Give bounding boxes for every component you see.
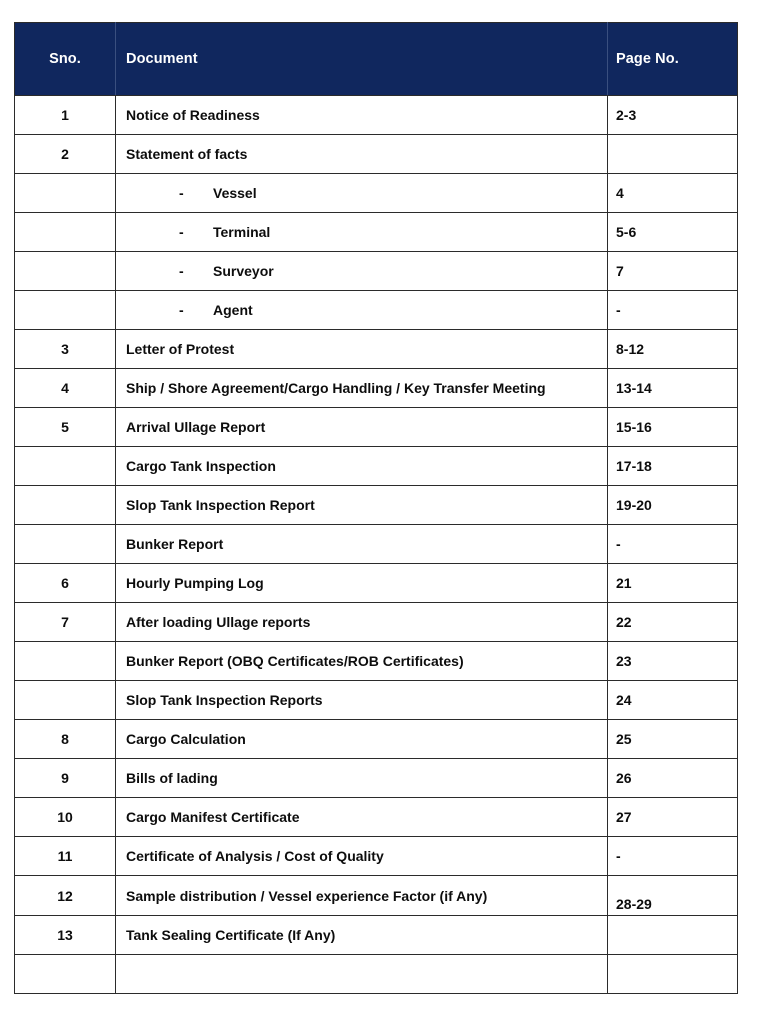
cell-page-no: - [608,291,738,330]
cell-document: After loading Ullage reports [116,603,608,642]
sub-item [126,185,257,201]
cell-document: Arrival Ullage Report [116,408,608,447]
cell-page-no: 7 [608,252,738,291]
cell-sno: 11 [15,837,116,876]
cell-page-no: - [608,837,738,876]
cell-page-no: 19-20 [608,486,738,525]
cell-document [116,291,608,330]
cell-document: Bunker Report [116,525,608,564]
cell-page-no: 24 [608,681,738,720]
table-row [15,252,738,291]
dash-bullet-icon: - [179,224,184,240]
column-header-document: Document [116,23,608,96]
cell-document: Slop Tank Inspection Report [116,486,608,525]
table-row [15,720,738,759]
cell-page-no: 13-14 [608,369,738,408]
cell-sno: 8 [15,720,116,759]
table-row [15,876,738,916]
cell-document: Hourly Pumping Log [116,564,608,603]
cell-page-no: 21 [608,564,738,603]
column-header-page-no: Page No. [608,23,738,96]
cell-sno [15,447,116,486]
cell-document: Bunker Report (OBQ Certificates/ROB Certificates) [116,642,608,681]
cell-document: Cargo Manifest Certificate [116,798,608,837]
table-row [15,603,738,642]
table-row [15,681,738,720]
table-row [15,564,738,603]
table-row [15,291,738,330]
table-row [15,447,738,486]
cell-sno [15,955,116,994]
cell-document: Bills of lading [116,759,608,798]
cell-document: Ship / Shore Agreement/Cargo Handling / Key Transfer Meeting [116,369,608,408]
cell-document: Certificate of Analysis / Cost of Quality [116,837,608,876]
table-body [15,96,738,994]
column-header-sno: Sno. [15,23,116,96]
cell-page-no [608,955,738,994]
cell-sno: 3 [15,330,116,369]
table-row [15,642,738,681]
dash-bullet-icon: - [179,263,184,279]
cell-page-no: - [608,525,738,564]
cell-sno: 2 [15,135,116,174]
table-row [15,486,738,525]
cell-sno: 4 [15,369,116,408]
cell-sno: 13 [15,916,116,955]
header-row [15,23,738,96]
table-row [15,916,738,955]
cell-page-no: 5-6 [608,213,738,252]
sub-item-label: Agent [213,302,253,318]
table-row [15,837,738,876]
cell-sno [15,486,116,525]
cell-sno [15,252,116,291]
dash-bullet-icon: - [179,302,184,318]
cell-document [116,955,608,994]
table-row [15,408,738,447]
table-row [15,96,738,135]
cell-page-no: 28-29 [608,876,738,916]
cell-sno [15,174,116,213]
cell-sno [15,642,116,681]
table-row [15,798,738,837]
sub-item [126,224,270,240]
cell-document: Notice of Readiness [116,96,608,135]
table-row [15,330,738,369]
cell-page-no: 22 [608,603,738,642]
cell-page-no: 17-18 [608,447,738,486]
dash-bullet-icon: - [179,185,184,201]
cell-page-no: 27 [608,798,738,837]
cell-page-no: 2-3 [608,96,738,135]
cell-page-no: 26 [608,759,738,798]
cell-document: Slop Tank Inspection Reports [116,681,608,720]
table-row [15,525,738,564]
sub-item [126,302,253,318]
sub-item-label: Vessel [213,185,257,201]
cell-sno: 12 [15,876,116,916]
cell-sno: 10 [15,798,116,837]
sub-item-label: Surveyor [213,263,274,279]
cell-page-no: 8-12 [608,330,738,369]
sub-item-label: Terminal [213,224,271,240]
cell-sno: 5 [15,408,116,447]
cell-document [116,213,608,252]
cell-page-no: 15-16 [608,408,738,447]
cell-sno [15,213,116,252]
sub-item [126,263,274,279]
cell-sno: 6 [15,564,116,603]
table-row [15,213,738,252]
table-row [15,135,738,174]
cell-document [116,252,608,291]
cell-sno [15,525,116,564]
cell-page-no [608,135,738,174]
cell-sno: 1 [15,96,116,135]
cell-page-no: 4 [608,174,738,213]
cell-page-no: 25 [608,720,738,759]
cell-document [116,174,608,213]
cell-sno [15,681,116,720]
cell-sno [15,291,116,330]
cell-document: Letter of Protest [116,330,608,369]
cell-document: Cargo Calculation [116,720,608,759]
cell-sno: 9 [15,759,116,798]
cell-page-no: 23 [608,642,738,681]
cell-document: Tank Sealing Certificate (If Any) [116,916,608,955]
table-header [15,23,738,96]
cell-document: Statement of facts [116,135,608,174]
table-row [15,759,738,798]
cell-document: Sample distribution / Vessel experience Factor (if Any) [116,876,608,916]
table-row [15,955,738,994]
cell-sno: 7 [15,603,116,642]
cell-document: Cargo Tank Inspection [116,447,608,486]
document-index-table [14,22,738,994]
table-row [15,369,738,408]
cell-page-no [608,916,738,955]
table-row [15,174,738,213]
